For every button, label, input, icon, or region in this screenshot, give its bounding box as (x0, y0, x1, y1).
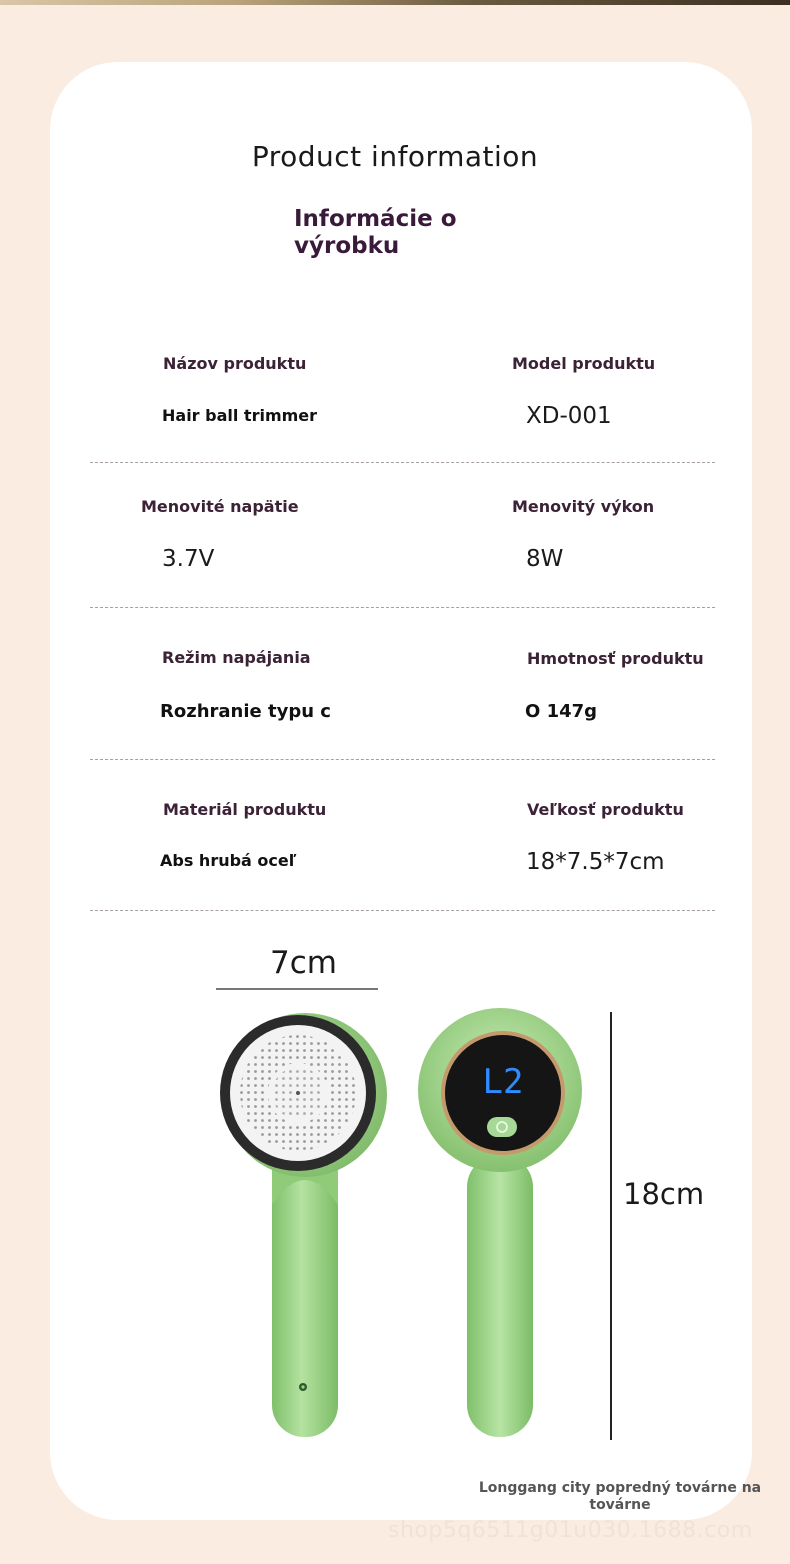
spec-label-model: Model produktu (512, 354, 656, 373)
spec-label-power: Menovitý výkon (512, 497, 655, 516)
spec-label-material: Materiál produktu (163, 800, 327, 819)
spec-value-voltage: 3.7V (162, 546, 215, 572)
spec-label-weight: Hmotnosť produktu (527, 649, 704, 668)
spec-label-size: Veľkosť produktu (527, 800, 684, 819)
page-title: Product information (251, 140, 539, 173)
height-dimension-line (610, 1012, 612, 1440)
spec-value-power-mode: Rozhranie typu c (160, 701, 331, 722)
divider (90, 759, 715, 760)
footer-note: Longgang city popredný továrne na továrne (478, 1480, 762, 1513)
spec-value-product-name: Hair ball trimmer (162, 406, 318, 425)
spec-value-size: 18*7.5*7cm (526, 849, 665, 875)
divider (90, 462, 715, 463)
height-dimension-label: 18cm (623, 1177, 705, 1211)
spec-value-weight: O 147g (525, 701, 598, 722)
power-button[interactable] (487, 1117, 517, 1137)
info-card (50, 62, 752, 1520)
device-handle (272, 1155, 338, 1437)
spec-label-power-mode: Režim napájania (162, 648, 311, 667)
device-front-view (210, 1005, 400, 1445)
spec-value-power: 8W (526, 546, 564, 572)
top-decoration-strip (0, 0, 790, 5)
spec-label-voltage: Menovité napätie (141, 497, 299, 516)
divider (90, 910, 715, 911)
display-readout: L2 (482, 1062, 524, 1102)
spec-label-product-name: Názov produktu (163, 354, 307, 373)
width-dimension-label: 7cm (270, 945, 337, 981)
device-back-view (410, 1005, 595, 1445)
divider (90, 607, 715, 608)
device-handle (467, 1155, 533, 1437)
spec-value-model: XD-001 (526, 403, 612, 429)
spec-value-material: Abs hrubá oceľ (160, 851, 297, 870)
width-dimension-line (216, 988, 378, 990)
watermark: shop5q6511g01u030.1688.com (388, 1518, 753, 1543)
page-subtitle: Informácie o výrobku (294, 206, 457, 259)
